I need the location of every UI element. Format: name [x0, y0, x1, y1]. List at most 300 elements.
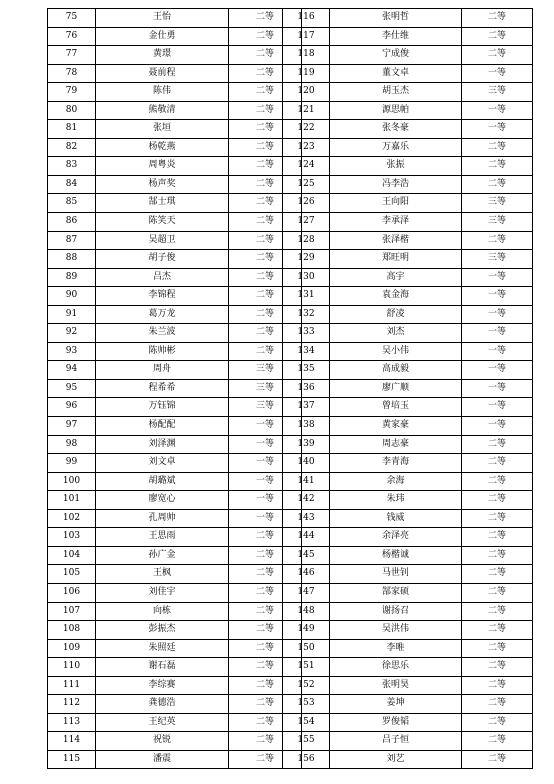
row-number-cell: 106 [48, 583, 96, 602]
table-row [283, 509, 533, 528]
name-cell: 王枫 [96, 565, 229, 584]
name-cell: 胡璐斌 [96, 472, 229, 491]
grade-cell: 一等 [229, 509, 302, 528]
name-cell: 余泽亮 [330, 528, 462, 547]
table-row [283, 64, 533, 83]
row-number-cell: 76 [48, 27, 96, 46]
grade-cell: 二等 [462, 231, 533, 250]
table-row [283, 250, 533, 269]
grade-cell: 二等 [462, 658, 533, 677]
row-number-cell: 128 [283, 231, 330, 250]
row-number-cell: 141 [283, 472, 330, 491]
name-cell: 张垣 [96, 120, 229, 139]
grade-cell: 二等 [229, 713, 302, 732]
name-cell: 葛万龙 [96, 305, 229, 324]
row-number-cell: 109 [48, 639, 96, 658]
row-number-cell: 142 [283, 491, 330, 510]
grade-cell: 一等 [462, 379, 533, 398]
row-number-cell: 150 [283, 639, 330, 658]
table-row [48, 83, 302, 102]
grade-cell: 二等 [229, 305, 302, 324]
row-number-cell: 116 [283, 9, 330, 28]
grade-cell: 一等 [462, 101, 533, 120]
row-number-cell: 104 [48, 546, 96, 565]
row-number-cell: 129 [283, 250, 330, 269]
table-row [48, 732, 302, 751]
grade-cell: 二等 [462, 454, 533, 473]
name-cell: 杨楷诚 [330, 546, 462, 565]
grade-cell: 一等 [462, 342, 533, 361]
name-cell: 王向阳 [330, 194, 462, 213]
name-cell: 周粤炎 [96, 157, 229, 176]
name-cell: 彭振杰 [96, 621, 229, 640]
table-row [48, 621, 302, 640]
row-number-cell: 127 [283, 213, 330, 232]
row-number-cell: 151 [283, 658, 330, 677]
row-number-cell: 94 [48, 361, 96, 380]
award-table-left-body [48, 9, 302, 769]
table-row [48, 27, 302, 46]
grade-cell: 二等 [229, 250, 302, 269]
name-cell: 李锦程 [96, 287, 229, 306]
row-number-cell: 140 [283, 454, 330, 473]
name-cell: 吴小伟 [330, 342, 462, 361]
grade-cell: 二等 [229, 194, 302, 213]
grade-cell: 一等 [462, 64, 533, 83]
grade-cell: 二等 [229, 639, 302, 658]
table-row [283, 101, 533, 120]
row-number-cell: 95 [48, 379, 96, 398]
row-number-cell: 105 [48, 565, 96, 584]
name-cell: 郜士琪 [96, 194, 229, 213]
grade-cell: 二等 [229, 213, 302, 232]
row-number-cell: 100 [48, 472, 96, 491]
name-cell: 郜家硕 [330, 583, 462, 602]
table-row [48, 101, 302, 120]
grade-cell: 二等 [462, 491, 533, 510]
grade-cell: 二等 [229, 175, 302, 194]
table-row [283, 417, 533, 436]
table-row [48, 157, 302, 176]
grade-cell: 一等 [229, 435, 302, 454]
grade-cell: 二等 [229, 695, 302, 714]
row-number-cell: 99 [48, 454, 96, 473]
row-number-cell: 139 [283, 435, 330, 454]
grade-cell: 二等 [462, 528, 533, 547]
name-cell: 张泽楷 [330, 231, 462, 250]
row-number-cell: 81 [48, 120, 96, 139]
grade-cell: 二等 [462, 583, 533, 602]
table-row [48, 342, 302, 361]
grade-cell: 二等 [462, 602, 533, 621]
table-row [48, 713, 302, 732]
row-number-cell: 134 [283, 342, 330, 361]
row-number-cell: 143 [283, 509, 330, 528]
table-row [283, 472, 533, 491]
name-cell: 熊敬清 [96, 101, 229, 120]
row-number-cell: 154 [283, 713, 330, 732]
row-number-cell: 110 [48, 658, 96, 677]
name-cell: 曾培玉 [330, 398, 462, 417]
name-cell: 程希希 [96, 379, 229, 398]
name-cell: 潘震 [96, 750, 229, 769]
grade-cell: 二等 [229, 64, 302, 83]
row-number-cell: 90 [48, 287, 96, 306]
table-row [48, 287, 302, 306]
table-row [283, 695, 533, 714]
name-cell: 舒凌 [330, 305, 462, 324]
name-cell: 马世钊 [330, 565, 462, 584]
grade-cell: 二等 [229, 287, 302, 306]
name-cell: 陈笑天 [96, 213, 229, 232]
table-row [48, 138, 302, 157]
name-cell: 陈帅彬 [96, 342, 229, 361]
grade-cell: 二等 [229, 732, 302, 751]
table-row [283, 546, 533, 565]
table-row [48, 194, 302, 213]
row-number-cell: 88 [48, 250, 96, 269]
row-number-cell: 107 [48, 602, 96, 621]
grade-cell: 一等 [229, 491, 302, 510]
grade-cell: 二等 [462, 676, 533, 695]
row-number-cell: 92 [48, 324, 96, 343]
grade-cell: 一等 [462, 361, 533, 380]
table-row [283, 639, 533, 658]
row-number-cell: 137 [283, 398, 330, 417]
grade-cell: 三等 [462, 250, 533, 269]
name-cell: 朱照廷 [96, 639, 229, 658]
table-row [283, 157, 533, 176]
row-number-cell: 117 [283, 27, 330, 46]
row-number-cell: 126 [283, 194, 330, 213]
table-row [283, 83, 533, 102]
table-row [48, 491, 302, 510]
table-row [283, 138, 533, 157]
row-number-cell: 96 [48, 398, 96, 417]
name-cell: 廖广顺 [330, 379, 462, 398]
name-cell: 余海 [330, 472, 462, 491]
row-number-cell: 121 [283, 101, 330, 120]
name-cell: 冯李浩 [330, 175, 462, 194]
table-row [283, 324, 533, 343]
name-cell: 郑旺明 [330, 250, 462, 269]
row-number-cell: 86 [48, 213, 96, 232]
table-row [48, 472, 302, 491]
name-cell: 刘文卓 [96, 454, 229, 473]
name-cell: 向栋 [96, 602, 229, 621]
table-row [283, 621, 533, 640]
row-number-cell: 145 [283, 546, 330, 565]
table-row [48, 583, 302, 602]
row-number-cell: 98 [48, 435, 96, 454]
name-cell: 黄璟 [96, 46, 229, 65]
name-cell: 张振 [330, 157, 462, 176]
name-cell: 万嘉乐 [330, 138, 462, 157]
grade-cell: 二等 [462, 639, 533, 658]
grade-cell: 二等 [462, 713, 533, 732]
name-cell: 孙广金 [96, 546, 229, 565]
grade-cell: 二等 [229, 9, 302, 28]
name-cell: 谢扬召 [330, 602, 462, 621]
grade-cell: 二等 [462, 509, 533, 528]
row-number-cell: 87 [48, 231, 96, 250]
grade-cell: 二等 [229, 528, 302, 547]
row-number-cell: 84 [48, 175, 96, 194]
name-cell: 万钰锦 [96, 398, 229, 417]
row-number-cell: 119 [283, 64, 330, 83]
table-row [48, 639, 302, 658]
table-row [48, 676, 302, 695]
grade-cell: 二等 [229, 157, 302, 176]
row-number-cell: 130 [283, 268, 330, 287]
name-cell: 刘艺 [330, 750, 462, 769]
row-number-cell: 135 [283, 361, 330, 380]
grade-cell: 二等 [229, 83, 302, 102]
table-row [48, 120, 302, 139]
grade-cell: 二等 [462, 565, 533, 584]
row-number-cell: 149 [283, 621, 330, 640]
row-number-cell: 97 [48, 417, 96, 436]
table-row [283, 268, 533, 287]
grade-cell: 二等 [462, 157, 533, 176]
table-row [283, 454, 533, 473]
name-cell: 杨乾燕 [96, 138, 229, 157]
grade-cell: 一等 [229, 417, 302, 436]
table-row [48, 361, 302, 380]
name-cell: 吕杰 [96, 268, 229, 287]
name-cell: 钱威 [330, 509, 462, 528]
grade-cell: 二等 [462, 732, 533, 751]
grade-cell: 二等 [229, 46, 302, 65]
name-cell: 李唯 [330, 639, 462, 658]
name-cell: 黄家豪 [330, 417, 462, 436]
name-cell: 袁金海 [330, 287, 462, 306]
row-number-cell: 108 [48, 621, 96, 640]
grade-cell: 二等 [229, 324, 302, 343]
row-number-cell: 115 [48, 750, 96, 769]
name-cell: 杨声奖 [96, 175, 229, 194]
grade-cell: 三等 [229, 379, 302, 398]
award-table-right-body [283, 9, 533, 769]
grade-cell: 二等 [462, 138, 533, 157]
name-cell: 金仕勇 [96, 27, 229, 46]
table-row [283, 658, 533, 677]
grade-cell: 二等 [229, 120, 302, 139]
row-number-cell: 83 [48, 157, 96, 176]
grade-cell: 二等 [229, 565, 302, 584]
table-row [283, 27, 533, 46]
grade-cell: 二等 [229, 658, 302, 677]
name-cell: 周舟 [96, 361, 229, 380]
grade-cell: 二等 [462, 9, 533, 28]
grade-cell: 一等 [462, 324, 533, 343]
row-number-cell: 133 [283, 324, 330, 343]
row-number-cell: 118 [283, 46, 330, 65]
table-row [48, 398, 302, 417]
table-row [283, 361, 533, 380]
grade-cell: 一等 [462, 268, 533, 287]
row-number-cell: 101 [48, 491, 96, 510]
grade-cell: 三等 [462, 194, 533, 213]
table-row [283, 194, 533, 213]
name-cell: 罗俊韬 [330, 713, 462, 732]
table-row [283, 491, 533, 510]
name-cell: 杨配配 [96, 417, 229, 436]
grade-cell: 二等 [229, 138, 302, 157]
table-row [48, 213, 302, 232]
name-cell: 王纪英 [96, 713, 229, 732]
table-row [48, 695, 302, 714]
table-row [48, 268, 302, 287]
grade-cell: 二等 [229, 676, 302, 695]
name-cell: 刘佳宇 [96, 583, 229, 602]
grade-cell: 一等 [462, 398, 533, 417]
name-cell: 张明昊 [330, 676, 462, 695]
name-cell: 朱兰波 [96, 324, 229, 343]
table-row [48, 305, 302, 324]
row-number-cell: 89 [48, 268, 96, 287]
row-number-cell: 78 [48, 64, 96, 83]
row-number-cell: 136 [283, 379, 330, 398]
grade-cell: 二等 [229, 583, 302, 602]
row-number-cell: 93 [48, 342, 96, 361]
name-cell: 周志豪 [330, 435, 462, 454]
row-number-cell: 147 [283, 583, 330, 602]
grade-cell: 二等 [229, 621, 302, 640]
grade-cell: 二等 [229, 268, 302, 287]
row-number-cell: 80 [48, 101, 96, 120]
table-row [48, 454, 302, 473]
table-row [283, 213, 533, 232]
grade-cell: 二等 [229, 602, 302, 621]
row-number-cell: 85 [48, 194, 96, 213]
grade-cell: 二等 [229, 750, 302, 769]
table-row [48, 175, 302, 194]
row-number-cell: 155 [283, 732, 330, 751]
table-row [48, 324, 302, 343]
table-row [283, 435, 533, 454]
table-row [283, 732, 533, 751]
grade-cell: 三等 [462, 213, 533, 232]
row-number-cell: 148 [283, 602, 330, 621]
name-cell: 龚德浩 [96, 695, 229, 714]
row-number-cell: 102 [48, 509, 96, 528]
name-cell: 李综赛 [96, 676, 229, 695]
table-row [48, 417, 302, 436]
name-cell: 李仕维 [330, 27, 462, 46]
row-number-cell: 123 [283, 138, 330, 157]
table-row [48, 435, 302, 454]
table-row [283, 287, 533, 306]
award-table-right [282, 8, 533, 769]
name-cell: 刘杰 [330, 324, 462, 343]
row-number-cell: 138 [283, 417, 330, 436]
grade-cell: 二等 [229, 342, 302, 361]
name-cell: 高宇 [330, 268, 462, 287]
grade-cell: 二等 [229, 27, 302, 46]
table-row [48, 9, 302, 28]
name-cell: 谢石磊 [96, 658, 229, 677]
row-number-cell: 91 [48, 305, 96, 324]
name-cell: 张冬豪 [330, 120, 462, 139]
row-number-cell: 152 [283, 676, 330, 695]
grade-cell: 二等 [462, 546, 533, 565]
name-cell: 姜坤 [330, 695, 462, 714]
name-cell: 吕子恒 [330, 732, 462, 751]
table-row [283, 175, 533, 194]
grade-cell: 二等 [462, 175, 533, 194]
grade-cell: 二等 [462, 472, 533, 491]
table-row [283, 379, 533, 398]
row-number-cell: 82 [48, 138, 96, 157]
row-number-cell: 156 [283, 750, 330, 769]
row-number-cell: 120 [283, 83, 330, 102]
grade-cell: 二等 [229, 546, 302, 565]
name-cell: 吴洪伟 [330, 621, 462, 640]
name-cell: 王怡 [96, 9, 229, 28]
grade-cell: 一等 [462, 305, 533, 324]
table-row [48, 565, 302, 584]
row-number-cell: 122 [283, 120, 330, 139]
table-row [48, 750, 302, 769]
name-cell: 聂前程 [96, 64, 229, 83]
table-row [48, 658, 302, 677]
name-cell: 徐思乐 [330, 658, 462, 677]
grade-cell: 一等 [462, 120, 533, 139]
name-cell: 高成毅 [330, 361, 462, 380]
grade-cell: 三等 [462, 83, 533, 102]
row-number-cell: 132 [283, 305, 330, 324]
table-row [48, 602, 302, 621]
table-row [48, 379, 302, 398]
row-number-cell: 125 [283, 175, 330, 194]
table-row [48, 250, 302, 269]
table-row [283, 398, 533, 417]
row-number-cell: 112 [48, 695, 96, 714]
name-cell: 李青海 [330, 454, 462, 473]
name-cell: 胡子俊 [96, 250, 229, 269]
table-row [283, 46, 533, 65]
table-row [283, 120, 533, 139]
row-number-cell: 146 [283, 565, 330, 584]
grade-cell: 一等 [462, 417, 533, 436]
name-cell: 吴超卫 [96, 231, 229, 250]
grade-cell: 二等 [462, 695, 533, 714]
grade-cell: 二等 [229, 231, 302, 250]
table-row [283, 602, 533, 621]
row-number-cell: 114 [48, 732, 96, 751]
grade-cell: 二等 [462, 750, 533, 769]
row-number-cell: 131 [283, 287, 330, 306]
table-row [48, 46, 302, 65]
award-table-left [47, 8, 302, 769]
row-number-cell: 77 [48, 46, 96, 65]
name-cell: 张明哲 [330, 9, 462, 28]
grade-cell: 二等 [462, 27, 533, 46]
name-cell: 宁成俊 [330, 46, 462, 65]
grade-cell: 二等 [229, 101, 302, 120]
table-row [283, 750, 533, 769]
table-row [48, 64, 302, 83]
row-number-cell: 111 [48, 676, 96, 695]
table-row [48, 231, 302, 250]
table-row [48, 509, 302, 528]
table-row [283, 676, 533, 695]
grade-cell: 二等 [462, 435, 533, 454]
row-number-cell: 124 [283, 157, 330, 176]
table-row [283, 231, 533, 250]
grade-cell: 一等 [229, 472, 302, 491]
